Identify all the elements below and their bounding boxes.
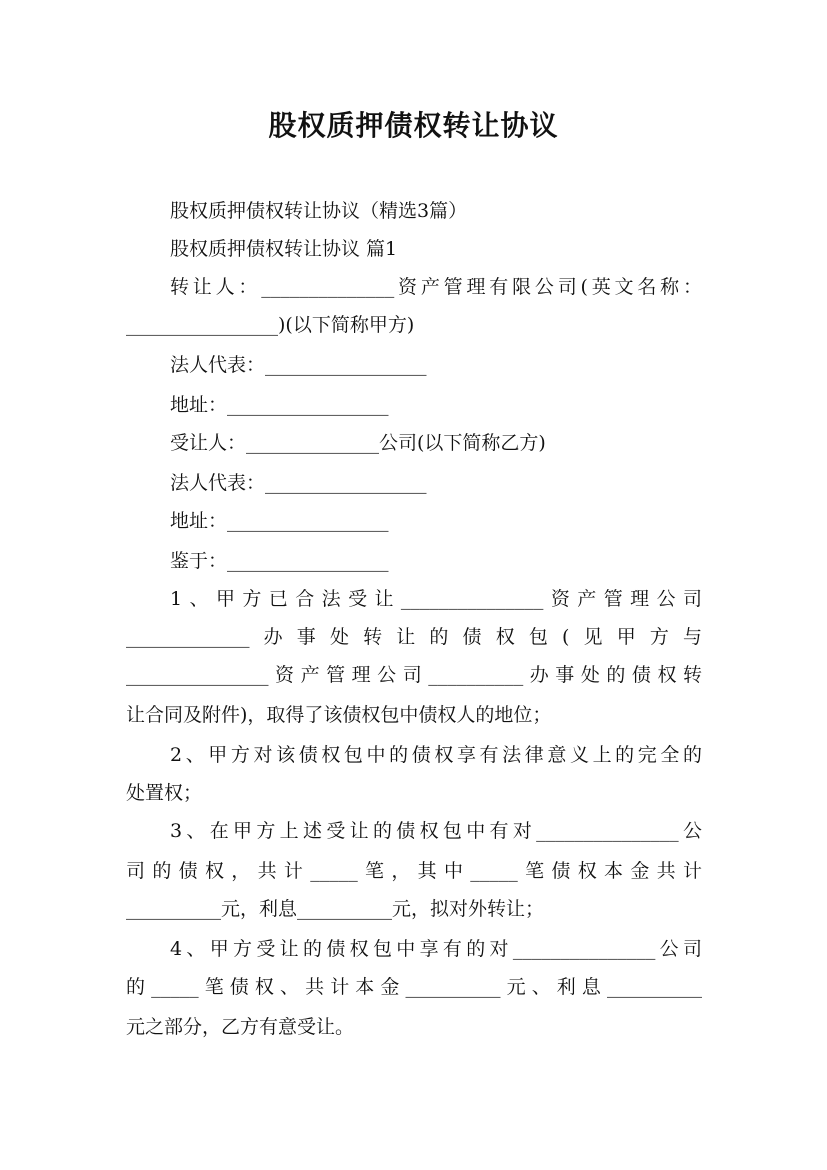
transferee-address: 地址：_________________ — [170, 510, 389, 532]
clause-4-line-1: 4、甲方受让的债权包中享有的对_______________公司 — [170, 938, 702, 960]
transferee-legal-rep: 法人代表：_________________ — [170, 472, 427, 494]
transferor-address: 地址：_________________ — [170, 394, 389, 416]
clause-1-line-1: 1、甲方已合法受让_______________资产管理公司 — [170, 588, 702, 610]
clause-1-line-3: _______________资产管理公司__________办事处的债权转 — [126, 664, 702, 686]
transferor-legal-rep: 法人代表：_________________ — [170, 354, 427, 376]
transferor-line-cont: ________________)(以下简称甲方) — [126, 314, 415, 336]
clause-3-line-2: 司的债权，共计_____笔，其中_____笔债权本金共计 — [126, 860, 702, 882]
subtitle-line: 股权质押债权转让协议（精选3篇） — [170, 200, 468, 222]
clause-2-line-1: 2、甲方对该债权包中的债权享有法律意义上的完全的 — [170, 744, 702, 766]
clause-1-line-4: 让合同及附件)，取得了该债权包中债权人的地位； — [126, 704, 552, 726]
clause-3-line-1: 3、在甲方上述受让的债权包中有对_______________公 — [170, 820, 702, 842]
clause-3-line-3: __________元，利息__________元，拟对外转让； — [126, 898, 545, 920]
section-heading: 股权质押债权转让协议 篇1 — [170, 238, 398, 260]
transferee-line: 受让人：______________公司(以下简称乙方) — [170, 432, 546, 454]
clause-1-line-2: _____________办事处转让的债权包(见甲方与 — [126, 626, 702, 648]
clause-4-line-3: 元之部分，乙方有意受让。 — [126, 1016, 355, 1038]
clause-4-line-2: 的_____笔债权、共计本金__________元、利息__________ — [126, 976, 702, 998]
clause-2-line-2: 处置权； — [126, 782, 203, 804]
document-title: 股权质押债权转让协议 — [268, 109, 559, 142]
transferor-line: 转让人：______________资产管理有限公司(英文名称： — [170, 276, 702, 298]
whereas-line: 鉴于：_________________ — [170, 550, 389, 572]
